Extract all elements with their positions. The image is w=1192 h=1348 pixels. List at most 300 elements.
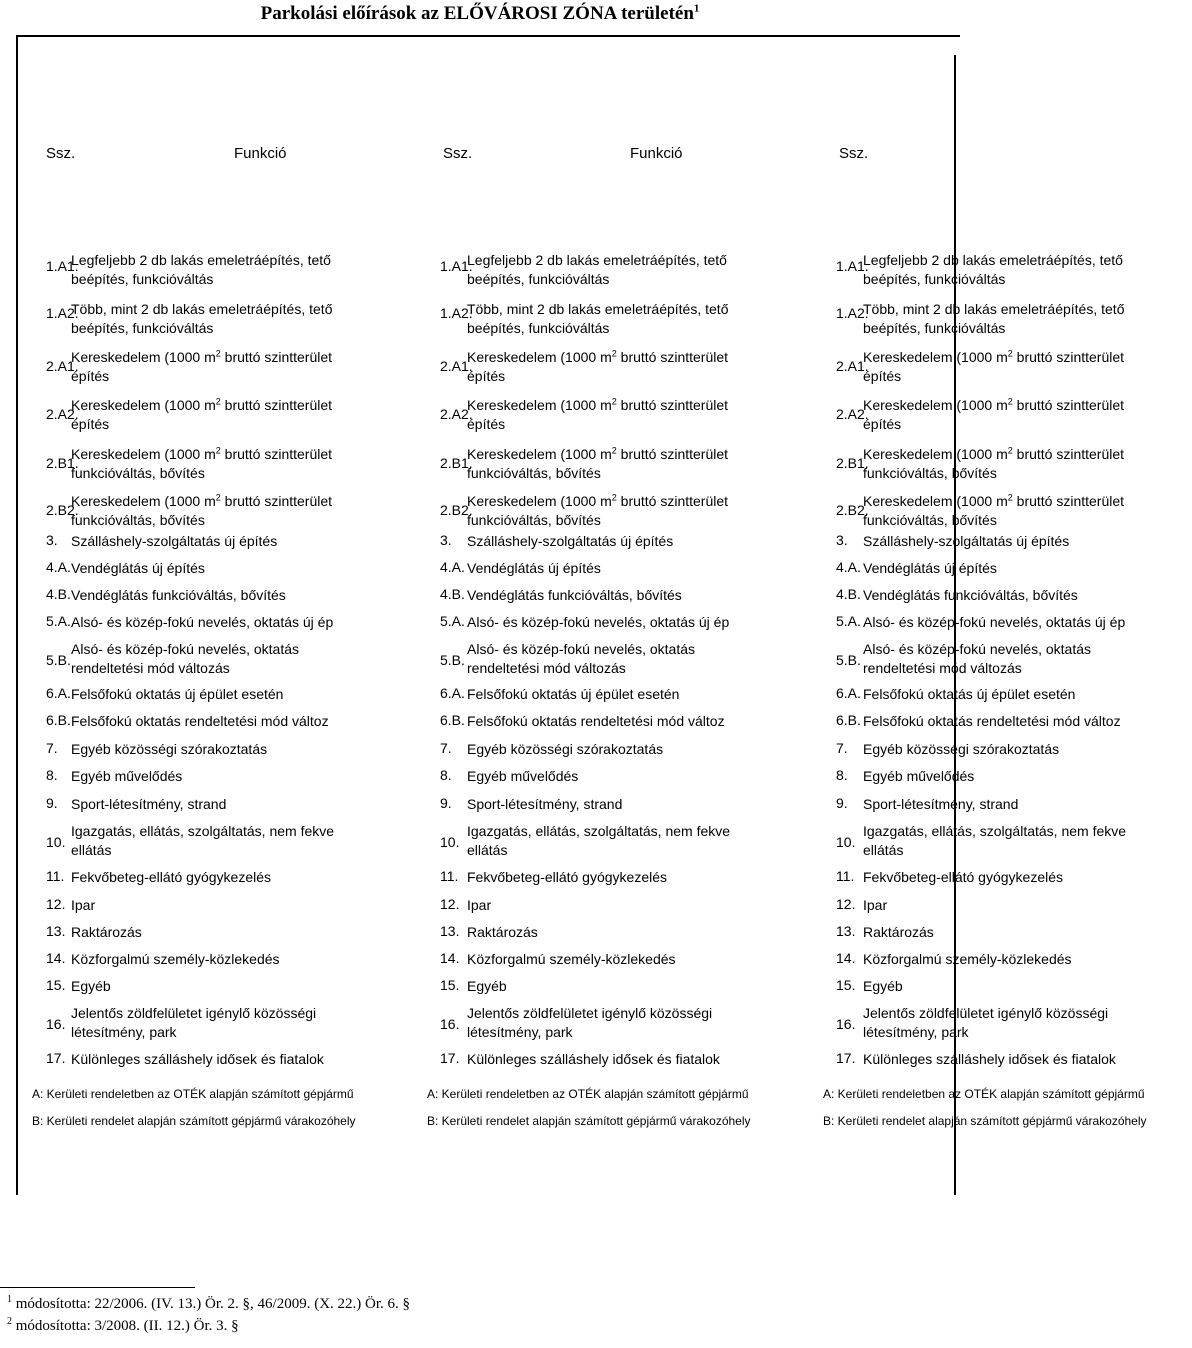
row-function-text: [71, 923, 371, 942]
row-function-line1-text: Igazgatás, ellátás, szolgáltatás, nem fekve: [467, 823, 731, 839]
row-function-text: [863, 950, 1072, 969]
row-function-line1: [467, 300, 767, 319]
row-function-line1-text: Kereskedelem (1000 m: [467, 349, 612, 365]
row-function-line1: [71, 613, 371, 632]
row-function-line1-text: Több, mint 2 db lakás emeletráépítés, tető: [71, 301, 333, 317]
row-function-text: [863, 977, 963, 996]
row-code: 7.: [836, 740, 848, 756]
row-function-line1-rest: bruttó szintterület: [1012, 493, 1125, 509]
row-function-text: [863, 532, 1070, 551]
row-function-line1: [71, 977, 371, 996]
superscript-2: 2: [215, 445, 221, 456]
row-function-line1-text: Közforgalmú személy-közlekedés: [71, 951, 280, 967]
row-function-line1-text: Legfeljebb 2 db lakás emeletráépítés, tető: [71, 252, 331, 268]
row-code: 5.B.: [46, 652, 71, 668]
row-function-text: [863, 712, 1121, 731]
row-function-line1: [467, 445, 767, 464]
row-function-line1-rest: bruttó szintterület: [616, 493, 729, 509]
row-code: 8.: [46, 767, 58, 783]
row-function-line1-text: Különleges szálláshely idősek és fiatalok: [467, 1051, 720, 1067]
row-function-line2: beépítés, funkcióváltás: [71, 271, 214, 287]
row-function-line1: [863, 685, 1076, 704]
row-function-line1: [863, 795, 1019, 814]
row-function-line1: [71, 896, 371, 915]
row-code: 14.: [836, 950, 856, 966]
row-function-text: [467, 559, 767, 578]
row-function-line1-text: Kereskedelem (1000 m: [71, 446, 216, 462]
row-code: 2.B2.: [440, 502, 473, 518]
row-code: 4.A.: [440, 559, 465, 575]
legend-note: B: Kerületi rendelet alapján számított gépjármű várakozóhely: [427, 1114, 751, 1128]
superscript-2: 2: [611, 492, 617, 503]
row-code: 2.A1.: [46, 358, 79, 374]
table-column: [0, 0, 410, 1348]
superscript-2: 2: [1007, 492, 1013, 503]
funkcio-header: Funkció: [234, 145, 287, 162]
row-function-line1-text: Kereskedelem (1000 m: [467, 493, 612, 509]
legend-note: A: Kerületi rendeletben az OTÉK alapján számított gépjármű: [823, 1087, 1145, 1101]
row-function-line1-text: Legfeljebb 2 db lakás emeletráépítés, tető: [467, 252, 727, 268]
row-function-text: [467, 1004, 767, 1042]
row-function-line1-text: Kereskedelem (1000 m: [863, 493, 1008, 509]
row-function-line1-text: Raktározás: [863, 924, 934, 940]
row-function-text: [863, 822, 1127, 860]
superscript-2: 2: [1007, 348, 1013, 359]
row-function-line2: rendeltetési mód változás: [467, 660, 626, 676]
row-function-line2: beépítés, funkcióváltás: [71, 320, 214, 336]
row-code: 15.: [836, 977, 856, 993]
superscript-2: 2: [611, 348, 617, 359]
row-function-line1: [863, 1050, 1116, 1069]
row-function-text: [863, 396, 1125, 434]
row-function-line1: [863, 822, 1127, 841]
row-code: 1.A1.: [46, 258, 79, 274]
ssz-header: Ssz.: [443, 145, 473, 162]
row-function-line1: [863, 348, 1125, 367]
row-function-line1-text: Fekvőbeteg-ellátó gyógykezelés: [71, 869, 272, 885]
row-function-text: [71, 300, 371, 338]
row-function-line2: ellátás: [467, 842, 508, 858]
row-function-line1-rest: bruttó szintterület: [1012, 446, 1125, 462]
row-function-line1: [863, 445, 1125, 464]
row-function-line1: [467, 586, 767, 605]
superscript-2: 2: [1007, 396, 1013, 407]
row-function-line1-text: Ipar: [863, 897, 888, 913]
row-function-line1: [467, 868, 767, 887]
row-function-line1: [71, 795, 371, 814]
row-function-line1-text: Fekvőbeteg-ellátó gyógykezelés: [467, 869, 668, 885]
row-function-line1-rest: bruttó szintterület: [220, 349, 333, 365]
row-function-line2: létesítmény, park: [467, 1024, 573, 1040]
row-function-line1: [467, 950, 767, 969]
row-function-line1-rest: bruttó szintterület: [220, 397, 333, 413]
row-function-line2: beépítés, funkcióváltás: [467, 320, 610, 336]
row-code: 4.B.: [836, 586, 861, 602]
row-function-line1: [467, 977, 767, 996]
row-function-text: [863, 923, 963, 942]
row-function-line2: beépítés, funkcióváltás: [863, 271, 1006, 287]
row-code: 17.: [440, 1050, 460, 1066]
row-function-line1: [863, 613, 1126, 632]
row-function-line2: rendeltetési mód változás: [71, 660, 230, 676]
row-code: 13.: [836, 923, 856, 939]
row-code: 11.: [440, 868, 459, 884]
row-function-line1: [71, 396, 371, 415]
row-function-line1-text: Legfeljebb 2 db lakás emeletráépítés, tető: [863, 252, 1123, 268]
row-function-text: [467, 977, 767, 996]
row-function-text: [863, 795, 1019, 814]
row-function-line1: [71, 767, 371, 786]
row-function-text: [71, 950, 371, 969]
footnote-2: [7, 1318, 239, 1335]
legend-note: A: Kerületi rendeletben az OTÉK alapján számított gépjármű: [427, 1087, 749, 1101]
row-function-text: [467, 868, 767, 887]
row-function-text: [467, 767, 767, 786]
row-function-text: [863, 740, 1060, 759]
row-function-text: [71, 586, 371, 605]
row-function-text: [71, 868, 371, 887]
row-function-line1-text: Különleges szálláshely idősek és fiatalok: [71, 1051, 324, 1067]
row-function-line1-text: Közforgalmú személy-közlekedés: [467, 951, 676, 967]
row-code: 6.B.: [440, 712, 465, 728]
row-function-text: [71, 348, 371, 386]
row-function-line1-text: Vendéglátás új építés: [467, 560, 601, 576]
table-column: [792, 0, 1147, 1348]
legend-note: A: Kerületi rendeletben az OTÉK alapján számított gépjármű: [32, 1087, 354, 1101]
row-code: 5.A.: [46, 613, 71, 629]
row-function-text: [467, 923, 767, 942]
row-function-line1-text: Felsőfokú oktatás rendeltetési mód változ: [71, 713, 329, 729]
row-function-text: [467, 613, 767, 632]
row-function-text: [71, 251, 371, 289]
row-code: 16.: [440, 1016, 460, 1032]
row-function-line1: [467, 795, 767, 814]
row-function-text: [467, 712, 767, 731]
row-code: 4.A.: [46, 559, 71, 575]
row-function-line2: építés: [71, 368, 110, 384]
row-code: 2.B1.: [46, 455, 79, 471]
row-code: 11.: [836, 868, 855, 884]
row-function-line1-text: Alsó- és közép-fokú nevelés, oktatás: [863, 641, 1092, 657]
row-code: 12.: [836, 896, 856, 912]
row-function-line1-text: Alsó- és közép-fokú nevelés, oktatás: [467, 641, 696, 657]
row-function-line1-text: Sport-létesítmény, strand: [863, 796, 1019, 812]
row-function-line1: [863, 923, 963, 942]
row-function-line1: [863, 740, 1060, 759]
row-function-text: [71, 559, 371, 578]
row-function-line1-text: Jelentős zöldfelületet igénylő közösségi: [71, 1005, 317, 1021]
row-function-line1: [863, 977, 963, 996]
row-code: 3.: [440, 532, 452, 548]
row-function-text: [863, 300, 1125, 338]
row-code: 12.: [440, 896, 460, 912]
row-function-line2: létesítmény, park: [71, 1024, 177, 1040]
row-function-line1-text: Alsó- és közép-fokú nevelés, oktatás: [71, 641, 300, 657]
row-function-line1-text: Kereskedelem (1000 m: [71, 397, 216, 413]
row-function-text: [863, 640, 1092, 678]
footnote-separator: [0, 1287, 195, 1288]
row-function-line2: beépítés, funkcióváltás: [467, 271, 610, 287]
row-function-line1: [71, 740, 371, 759]
row-function-text: [467, 822, 767, 860]
row-function-line2: funkcióváltás, bővítés: [467, 465, 601, 481]
row-function-text: [863, 348, 1125, 386]
row-function-line1-text: Felsőfokú oktatás új épület esetén: [71, 686, 284, 702]
row-function-text: [863, 492, 1125, 530]
superscript-2: 2: [611, 396, 617, 407]
row-function-line1-text: Egyéb közösségi szórakoztatás: [71, 741, 268, 757]
row-function-text: [863, 586, 1078, 605]
title-footnote-marker: 1: [693, 2, 700, 15]
row-function-line1: [467, 767, 767, 786]
footnote-1: [7, 1296, 410, 1313]
row-function-line1-text: Jelentős zöldfelületet igénylő közösségi: [863, 1005, 1109, 1021]
funkcio-header: Funkció: [630, 145, 683, 162]
row-function-line1: [467, 822, 767, 841]
row-function-line2: funkcióváltás, bővítés: [467, 512, 601, 528]
row-function-text: [71, 896, 371, 915]
row-function-line1-text: Szálláshely-szolgáltatás új építés: [71, 533, 278, 549]
row-function-line1-text: Különleges szálláshely idősek és fiatalok: [863, 1051, 1116, 1067]
row-function-line2: építés: [863, 368, 902, 384]
row-function-text: [467, 740, 767, 759]
row-function-text: [467, 640, 767, 678]
row-function-line1: [467, 348, 767, 367]
row-function-text: [71, 685, 371, 704]
row-function-line1: [863, 396, 1125, 415]
row-function-line1: [467, 685, 767, 704]
row-function-text: [71, 445, 371, 483]
row-function-text: [71, 712, 371, 731]
row-function-line1: [71, 640, 371, 659]
row-code: 5.B.: [836, 652, 861, 668]
row-function-line1: [71, 559, 371, 578]
footnote-1-text: módosította: 22/2006. (IV. 13.) Ör. 2. §, 46/2009. (X. 22.) Ör. 6. §: [15, 1296, 411, 1312]
row-code: 2.B1.: [836, 455, 869, 471]
row-function-text: [467, 795, 767, 814]
table-column: [396, 0, 806, 1348]
row-function-line1: [467, 492, 767, 511]
row-code: 1.A1.: [440, 258, 473, 274]
row-function-line1-text: Kereskedelem (1000 m: [467, 397, 612, 413]
row-code: 4.B.: [46, 586, 71, 602]
row-function-text: [71, 532, 371, 551]
row-function-line1-rest: bruttó szintterület: [220, 446, 333, 462]
row-code: 2.A1.: [440, 358, 473, 374]
footnote-2-number: 2: [7, 1316, 12, 1327]
legend-note: B: Kerületi rendelet alapján számított gépjármű várakozóhely: [32, 1114, 356, 1128]
row-function-line1: [467, 1004, 767, 1023]
row-function-line1-text: Kereskedelem (1000 m: [71, 493, 216, 509]
row-function-line1: [863, 950, 1072, 969]
row-function-text: [71, 492, 371, 530]
row-function-line1-text: Kereskedelem (1000 m: [863, 446, 1008, 462]
row-code: 1.A2.: [440, 305, 473, 321]
row-function-text: [863, 559, 997, 578]
row-function-line1-text: Felsőfokú oktatás új épület esetén: [467, 686, 680, 702]
row-function-line1: [71, 348, 371, 367]
row-function-text: [863, 251, 1123, 289]
row-function-text: [71, 740, 371, 759]
row-code: 7.: [46, 740, 58, 756]
row-code: 5.A.: [836, 613, 861, 629]
row-code: 11.: [46, 868, 65, 884]
row-function-line1-text: Igazgatás, ellátás, szolgáltatás, nem fekve: [71, 823, 335, 839]
row-function-text: [863, 1050, 1116, 1069]
row-function-text: [467, 586, 767, 605]
row-function-text: [467, 532, 767, 551]
row-function-line2: ellátás: [71, 842, 112, 858]
row-function-line1: [467, 712, 767, 731]
row-function-text: [71, 1050, 371, 1069]
row-function-line1: [71, 868, 371, 887]
row-function-line1: [467, 532, 767, 551]
row-code: 13.: [46, 923, 66, 939]
row-function-text: [71, 396, 371, 434]
row-function-line1-text: Ipar: [71, 897, 96, 913]
row-function-line1-text: Sport-létesítmény, strand: [71, 796, 227, 812]
row-function-line1-text: Alsó- és közép-fokú nevelés, oktatás új ép: [467, 614, 730, 630]
row-function-text: [467, 492, 767, 530]
row-function-line2: rendeltetési mód változás: [863, 660, 1022, 676]
row-function-line2: építés: [71, 416, 110, 432]
row-function-line1-rest: bruttó szintterület: [1012, 397, 1125, 413]
row-code: 8.: [440, 767, 452, 783]
row-function-line1: [71, 586, 371, 605]
row-code: 3.: [836, 532, 848, 548]
row-code: 9.: [836, 795, 848, 811]
footnote-1-number: 1: [7, 1294, 12, 1305]
row-function-line1: [863, 767, 975, 786]
row-code: 16.: [46, 1016, 66, 1032]
row-code: 1.A2.: [46, 305, 79, 321]
row-function-text: [863, 896, 963, 915]
row-code: 2.B1.: [440, 455, 473, 471]
row-function-line1: [467, 396, 767, 415]
row-code: 2.A1.: [836, 358, 869, 374]
row-function-line1-text: Vendéglátás új építés: [71, 560, 205, 576]
row-function-line1-text: Egyéb közösségi szórakoztatás: [863, 741, 1060, 757]
row-code: 2.B2.: [46, 502, 79, 518]
row-code: 8.: [836, 767, 848, 783]
row-function-line1-text: Több, mint 2 db lakás emeletráépítés, tető: [467, 301, 729, 317]
row-code: 10.: [46, 834, 66, 850]
row-code: 1.A1.: [836, 258, 869, 274]
row-code: 5.A.: [440, 613, 465, 629]
row-function-text: [863, 445, 1125, 483]
row-code: 5.B.: [440, 652, 465, 668]
row-code: 6.B.: [836, 712, 861, 728]
row-code: 14.: [440, 950, 460, 966]
row-function-line1: [467, 896, 767, 915]
row-function-line1: [863, 868, 1064, 887]
row-code: 7.: [440, 740, 452, 756]
row-function-line1: [863, 896, 963, 915]
row-code: 9.: [440, 795, 452, 811]
superscript-2: 2: [215, 396, 221, 407]
row-function-line1: [71, 950, 371, 969]
row-function-text: [71, 613, 371, 632]
row-function-text: [467, 300, 767, 338]
row-function-line1-text: Kereskedelem (1000 m: [467, 446, 612, 462]
row-function-line1-text: Szálláshely-szolgáltatás új építés: [863, 533, 1070, 549]
row-function-line1: [71, 300, 371, 319]
row-function-line1-text: Kereskedelem (1000 m: [71, 349, 216, 365]
row-code: 6.A.: [440, 685, 465, 701]
row-code: 17.: [836, 1050, 856, 1066]
row-function-line1: [71, 685, 371, 704]
superscript-2: 2: [215, 492, 221, 503]
row-function-line1: [467, 559, 767, 578]
row-function-line2: funkcióváltás, bővítés: [863, 512, 997, 528]
row-function-line1-text: Fekvőbeteg-ellátó gyógykezelés: [863, 869, 1064, 885]
row-function-text: [467, 396, 767, 434]
row-function-line1-text: Vendéglátás funkcióváltás, bővítés: [863, 587, 1078, 603]
row-function-text: [467, 1050, 767, 1069]
ssz-header: Ssz.: [839, 145, 869, 162]
row-function-text: [71, 640, 371, 678]
row-function-line1: [71, 532, 371, 551]
row-function-line1: [863, 251, 1123, 270]
row-function-line1-text: Jelentős zöldfelületet igénylő közösségi: [467, 1005, 713, 1021]
row-code: 15.: [440, 977, 460, 993]
row-code: 1.A2.: [836, 305, 869, 321]
row-code: 10.: [836, 834, 856, 850]
row-function-line1-text: Raktározás: [467, 924, 538, 940]
superscript-2: 2: [611, 445, 617, 456]
row-function-line1-text: Több, mint 2 db lakás emeletráépítés, tető: [863, 301, 1125, 317]
row-code: 3.: [46, 532, 58, 548]
ssz-header: Ssz.: [46, 145, 76, 162]
row-function-line1-text: Ipar: [467, 897, 492, 913]
row-function-text: [863, 868, 1064, 887]
row-function-line1-text: Közforgalmú személy-közlekedés: [863, 951, 1072, 967]
row-function-line1-text: Vendéglátás funkcióváltás, bővítés: [467, 587, 682, 603]
row-function-line2: építés: [467, 368, 506, 384]
row-function-line1: [71, 712, 371, 731]
row-function-text: [71, 977, 371, 996]
row-function-text: [863, 613, 1126, 632]
superscript-2: 2: [215, 348, 221, 359]
page-title-text: Parkolási előírások az ELŐVÁROSI ZÓNA területén: [260, 3, 694, 24]
row-function-text: [467, 950, 767, 969]
row-function-line1-text: Sport-létesítmény, strand: [467, 796, 623, 812]
row-function-line1: [71, 822, 371, 841]
row-function-line1-text: Alsó- és közép-fokú nevelés, oktatás új ép: [71, 614, 334, 630]
row-function-line1-text: Kereskedelem (1000 m: [863, 397, 1008, 413]
row-function-line1: [467, 923, 767, 942]
row-code: 17.: [46, 1050, 66, 1066]
row-function-line1: [863, 712, 1121, 731]
row-function-line1: [863, 586, 1078, 605]
row-function-text: [71, 1004, 371, 1042]
row-code: 6.A.: [46, 685, 71, 701]
row-function-line1-text: Egyéb művelődés: [71, 768, 183, 784]
row-code: 14.: [46, 950, 66, 966]
row-function-line2: építés: [467, 416, 506, 432]
row-function-line1: [71, 923, 371, 942]
row-function-line1-rest: bruttó szintterület: [616, 446, 729, 462]
row-code: 16.: [836, 1016, 856, 1032]
row-function-text: [71, 767, 371, 786]
row-function-line1-rest: bruttó szintterület: [616, 397, 729, 413]
row-function-line2: beépítés, funkcióváltás: [863, 320, 1006, 336]
row-code: 6.A.: [836, 685, 861, 701]
row-function-line1: [467, 740, 767, 759]
row-function-text: [467, 896, 767, 915]
row-function-line1-text: Egyéb: [467, 978, 507, 994]
row-function-text: [71, 822, 371, 860]
